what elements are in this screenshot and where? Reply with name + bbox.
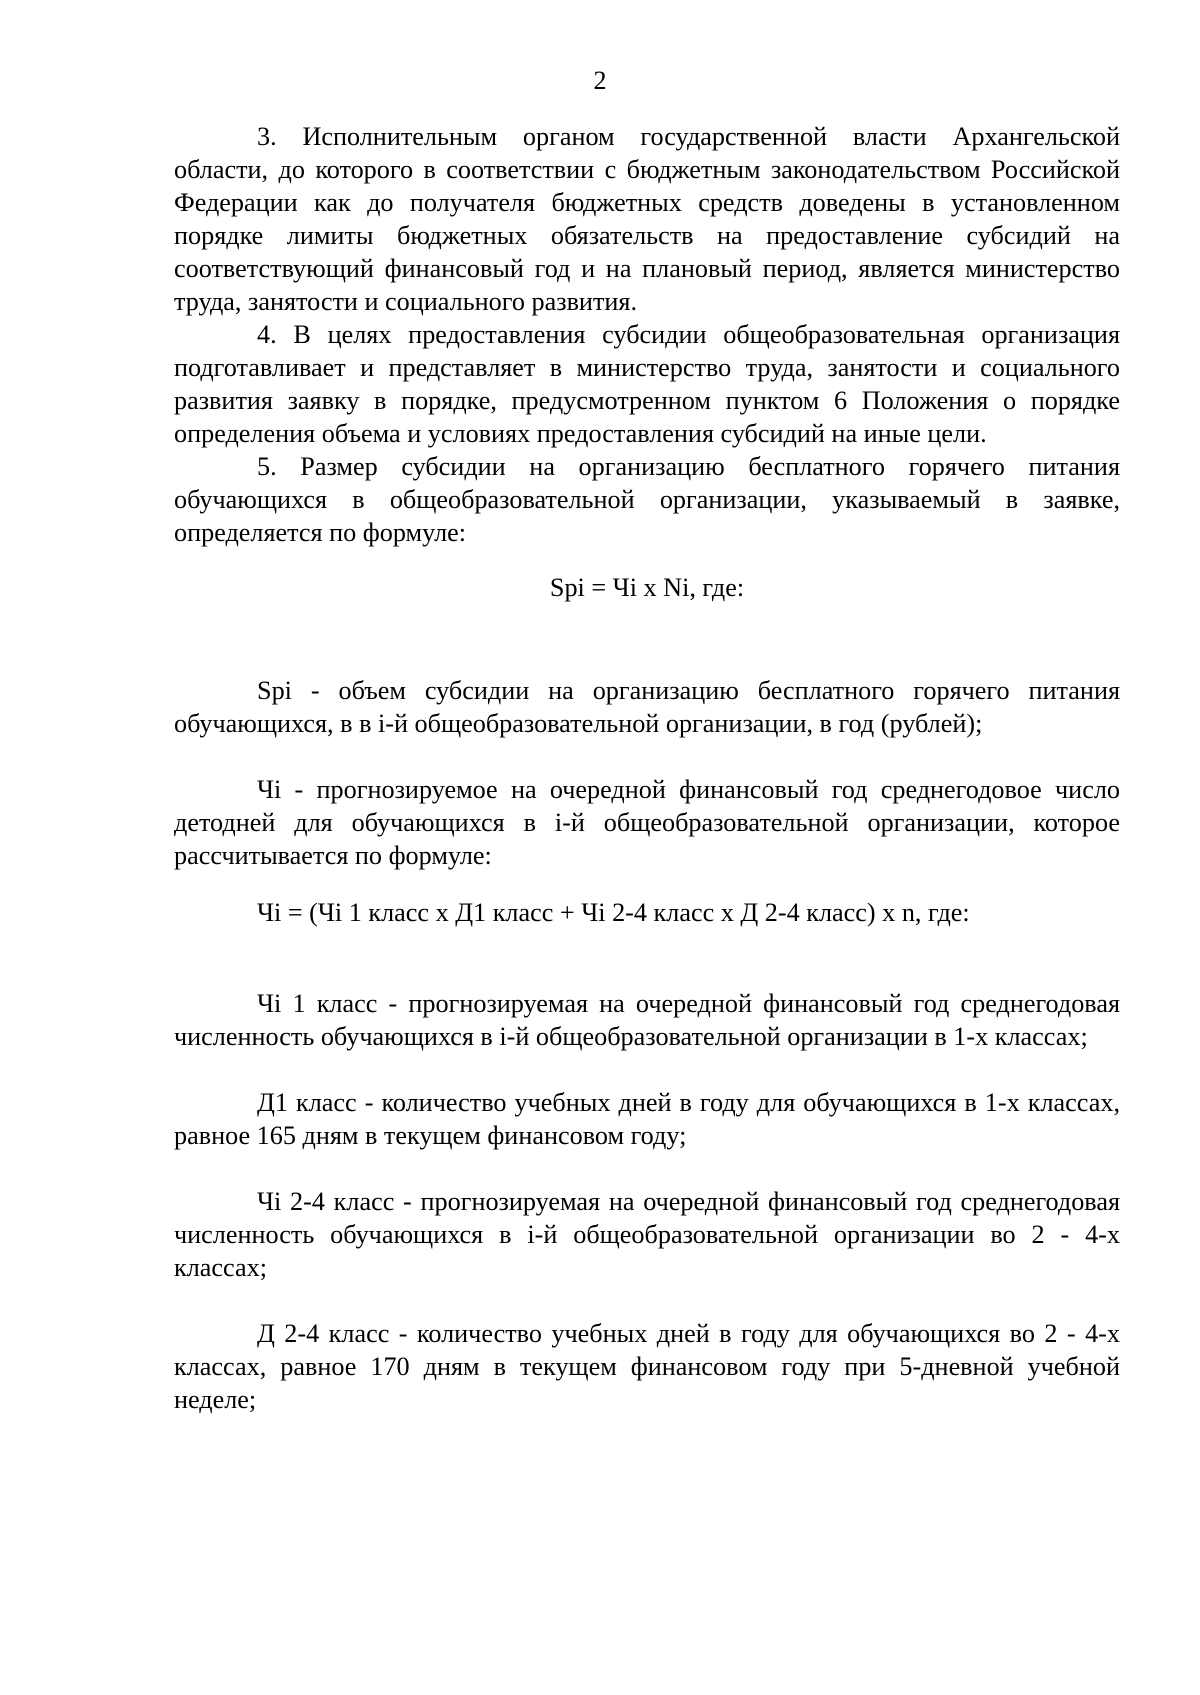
paragraph-3: 3. Исполнительным органом государственной власти Архангельской области, до которого в соответствии с бюджетным законодательством Российской Федерации как до получателя бюджетных средств доведены в установленном порядке лимиты бюджетных обязательств на предоставление субсидий на соответствующий финансовый год и на плановый период, является министерство труда, занятости и социального развития.: [174, 122, 1120, 316]
paragraph-4: 4. В целях предоставления субсидии общеобразовательная организация подготавливает и представляет в министерство труда, занятости и социального развития заявку в порядке, предусмотренном пунктом 6 Положения о порядке определения объема и условиях предоставления субсидий на иные цели.: [174, 320, 1120, 448]
formula-child-days: Чi = (Чi 1 класс x Д1 класс + Чi 2-4 класс x Д 2-4 класс) x n, где:: [257, 898, 970, 927]
definition-chi: Чi - прогнозируемое на очередной финансовый год среднегодовое число детодней для обучающихся в i-й общеобразовательной организации, которое рассчитывается по формуле:: [174, 775, 1120, 870]
formula-subsidy: Spi = Чi x Ni, где:: [549, 573, 745, 602]
document-body: [174, 120, 1120, 1416]
definition-chi-grades-2-4: Чi 2-4 класс - прогнозируемая на очередной финансовый год среднегодовая численность обучающихся в i-й общеобразовательной организации во 2 - 4-х классах;: [174, 1187, 1120, 1282]
definition-chi-grade-1: Чi 1 класс - прогнозируемая на очередной финансовый год среднегодовая численность обучающихся в i-й общеобразовательной организации в 1-х классах;: [174, 989, 1120, 1051]
paragraph-5: 5. Размер субсидии на организацию бесплатного горячего питания обучающихся в общеобразовательной организации, указываемый в заявке, определяется по формуле:: [174, 452, 1120, 547]
page-number: 2: [593, 66, 607, 95]
definition-days-grades-2-4: Д 2-4 класс - количество учебных дней в году для обучающихся во 2 - 4-х классах, равное 170 дням в текущем финансовом году при 5-дневной учебной неделе;: [174, 1319, 1120, 1414]
definition-spi: Spi - объем субсидии на организацию бесплатного горячего питания обучающихся, в в i-й общеобразовательной организации, в год (рублей);: [174, 676, 1120, 738]
definition-days-grade-1: Д1 класс - количество учебных дней в году для обучающихся в 1-х классах, равное 165 дням в текущем финансовом году;: [174, 1088, 1120, 1150]
